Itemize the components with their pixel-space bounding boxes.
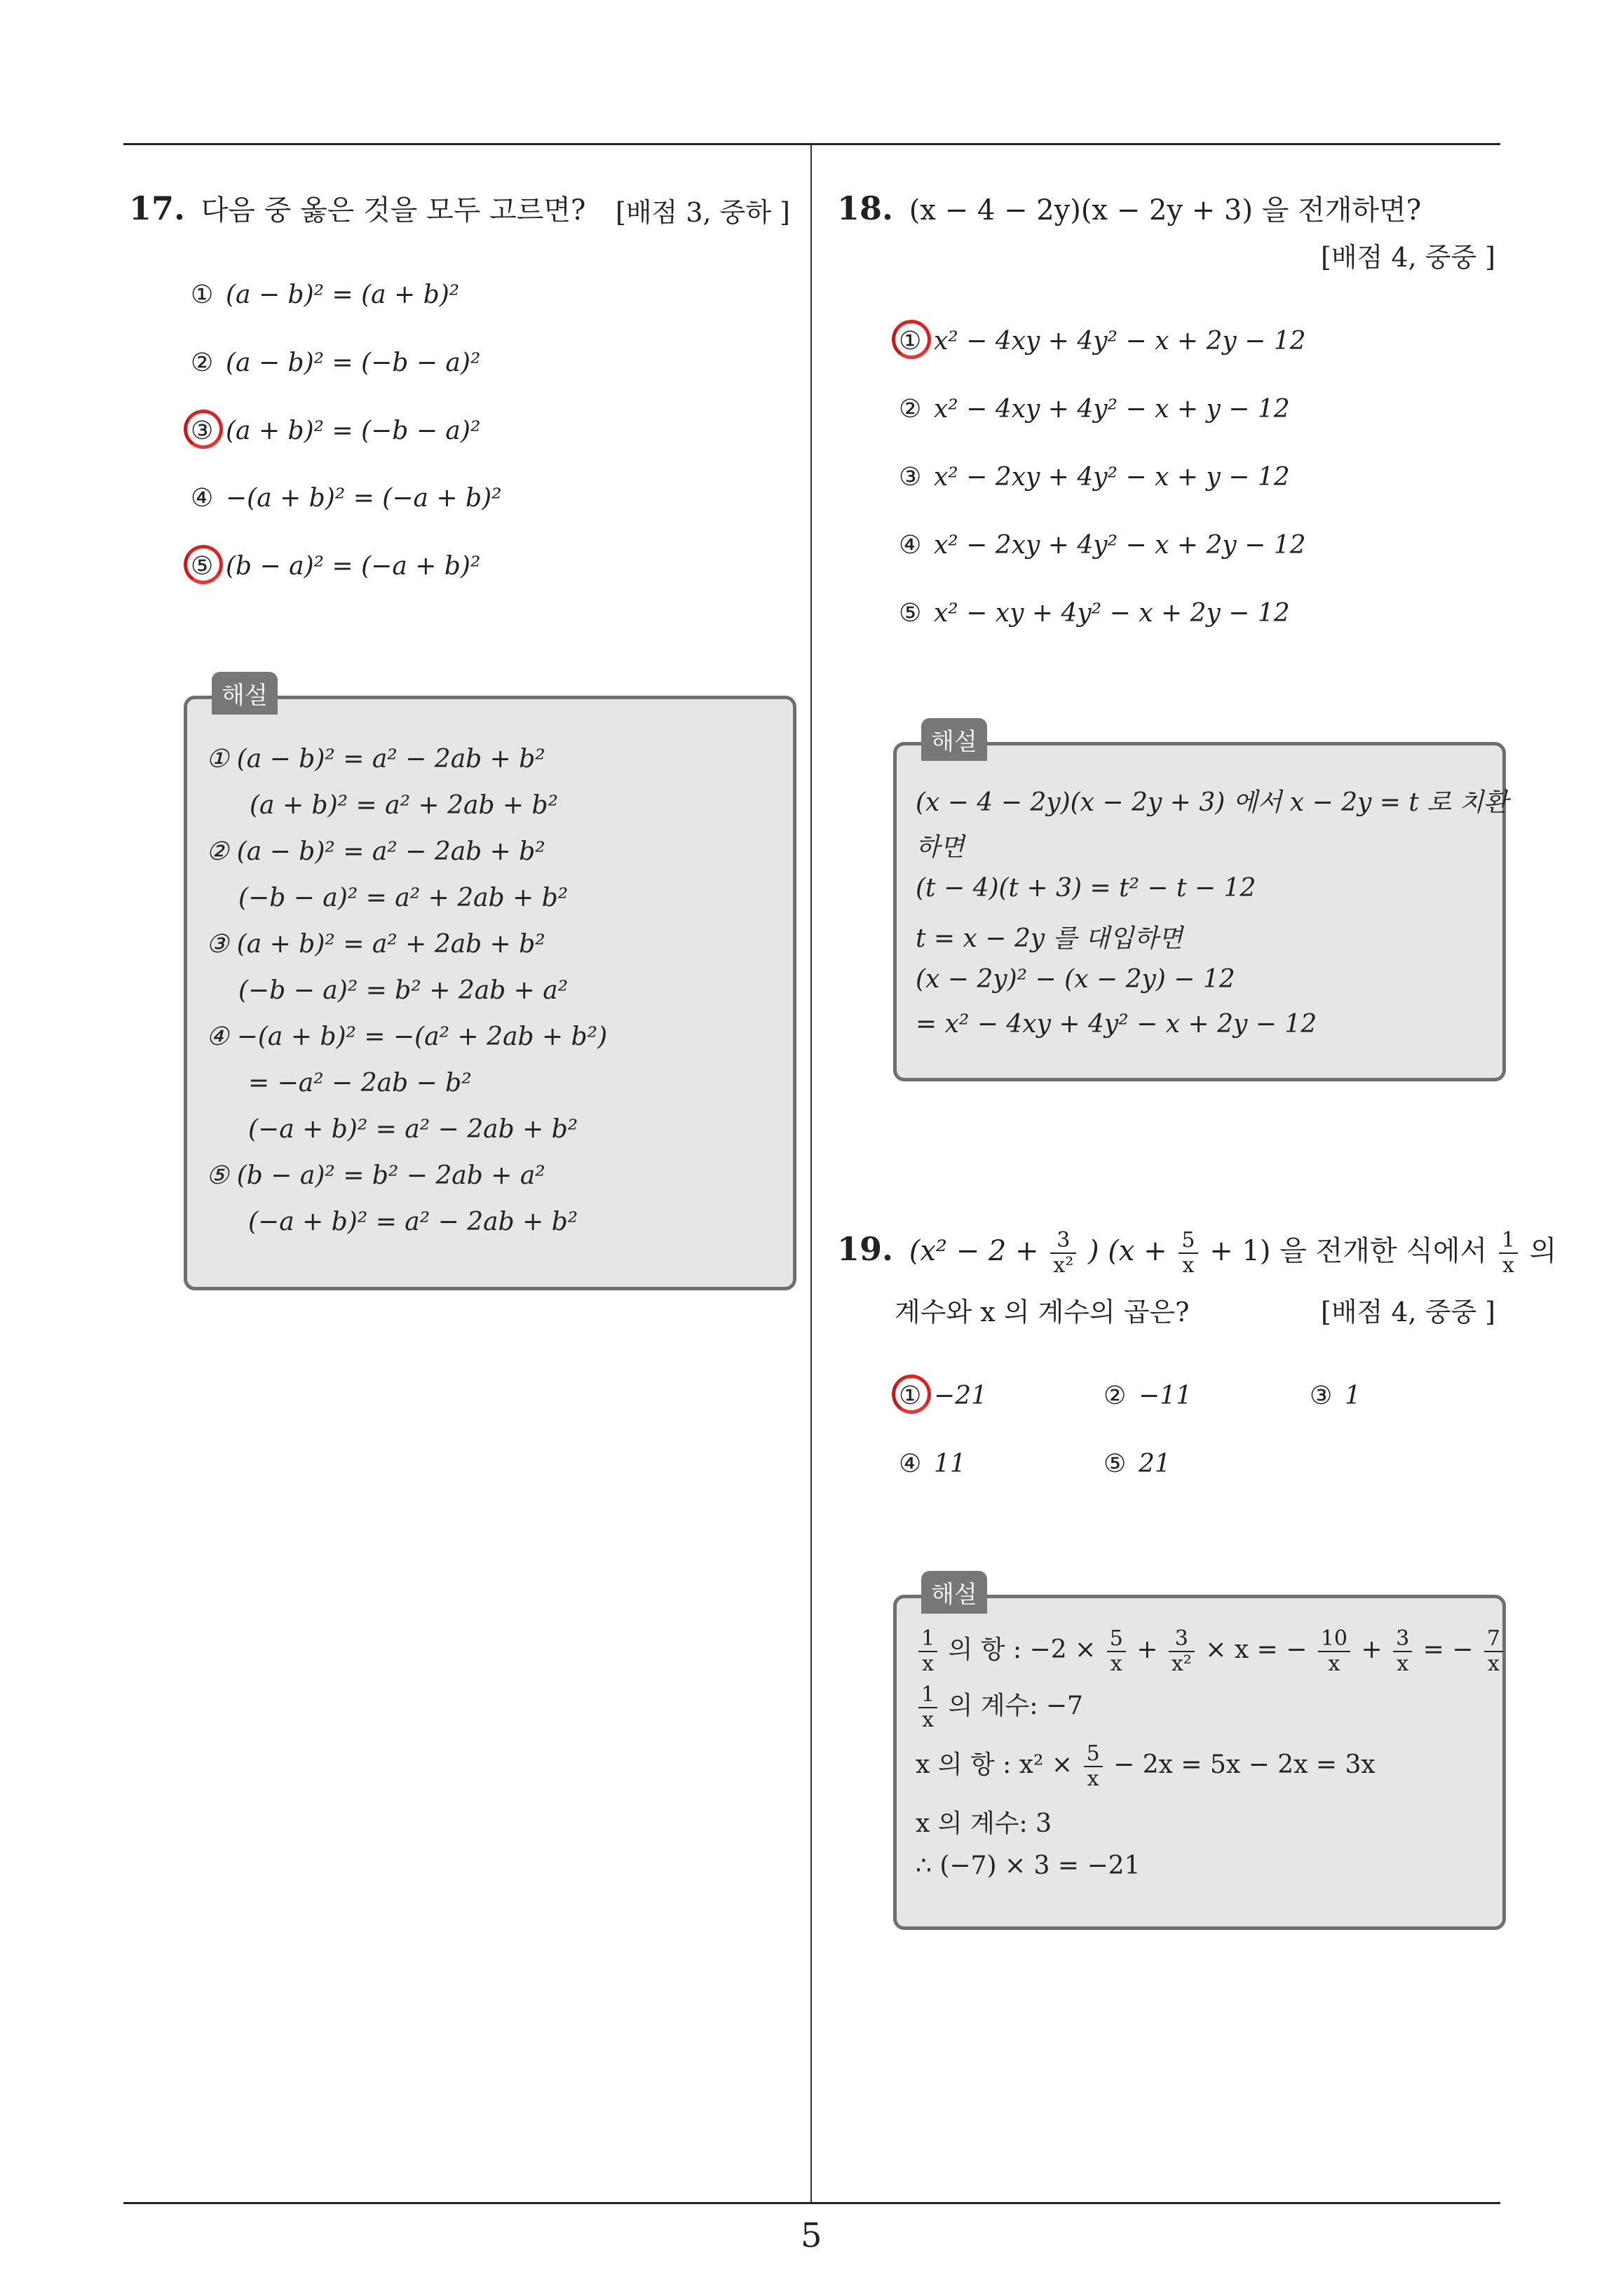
q19-solution-line: $\frac{1}{x}$ 의 계수: −7 (916, 1683, 1083, 1732)
fraction: $\frac{5}{x}$ (1107, 1627, 1126, 1676)
q19-option-1[interactable]: ① −21 (899, 1382, 987, 1410)
column-divider (810, 144, 812, 2202)
q17-prompt: 다음 중 옳은 것을 모두 고르면? (201, 194, 586, 227)
q18-solution-line: t = x − 2y 를 대입하면 (916, 924, 1183, 953)
q17-header (129, 187, 585, 232)
q19-prompt-line2: 계수와 x 의 계수의 곱은? (895, 1297, 1190, 1328)
q17-number: 17. (129, 189, 186, 227)
fraction: $\frac{3}{\text{x²}}$ (1050, 1229, 1076, 1278)
fraction: $\frac{1}{x}$ (918, 1627, 937, 1676)
q18-prompt: (x − 4 − 2y)(x − 2y + 3) 을 전개하면? (909, 194, 1422, 227)
q19-option-5[interactable]: ⑤ 21 (1103, 1450, 1171, 1478)
q18-option-1[interactable]: ① x² − 4xy + 4y² − x + 2y − 12 (899, 327, 1306, 356)
q18-option-2[interactable]: ② x² − 4xy + 4y² − x + y − 12 (899, 395, 1290, 424)
q19-solution-line: x 의 항 : x² × $\frac{5}{x}$ − 2x = 5x − 2x = 3x (916, 1741, 1376, 1791)
q19-solution-line: $\frac{1}{x}$ 의 항 : −2 × $\frac{5}{x}$ + $\frac{3}{\text{x²}}$ × x = − $\frac{10}{x}$ + $\frac{3}{x}$ = − $\frac{7}{x}$ (916, 1627, 1506, 1676)
q19-solution-tag: 해설 (921, 1571, 987, 1614)
fraction: $\frac{7}{x}$ (1484, 1627, 1503, 1676)
q18-solution-line: (t − 4)(t + 3) = t² − t − 12 (916, 874, 1256, 903)
fraction: $\frac{5}{x}$ (1084, 1742, 1103, 1791)
q19-header: 19. (x² − 2 + $\frac{3}{\text{x²}}$ ) (x + $\frac{5}{x}$ + 1) 을 전개한 식에서 $\frac{1}{x}$ 의 (837, 1228, 1557, 1278)
q18-score: [배점 4, 중중 ] (1321, 242, 1495, 273)
q19-score: [배점 4, 중중 ] (1321, 1297, 1495, 1328)
fraction: $\frac{5}{x}$ (1179, 1229, 1197, 1278)
q18-option-5[interactable]: ⑤ x² − xy + 4y² − x + 2y − 12 (899, 599, 1290, 628)
q19-number: 19. (837, 1230, 894, 1268)
q17-solution-line: (−a + b)² = a² − 2ab + b² (248, 1115, 578, 1144)
fraction: $\frac{10}{x}$ (1318, 1627, 1350, 1676)
q19-option-2[interactable]: ② −11 (1103, 1382, 1192, 1410)
q18-solution-line: = x² − 4xy + 4y² − x + 2y − 12 (916, 1010, 1317, 1039)
q17-solution-line: ⑤ (b − a)² = b² − 2ab + a² (206, 1161, 545, 1190)
q17-solution-line: ② (a − b)² = a² − 2ab + b² (206, 837, 545, 866)
q19-solution-line: x 의 계수: 3 (916, 1809, 1052, 1838)
q17-score: [배점 3, 중하 ] (616, 197, 790, 228)
q18-solution-line: (x − 4 − 2y)(x − 2y + 3) 에서 x − 2y = t 로 치환 (916, 788, 1509, 817)
q17-option-2[interactable]: ② (a − b)² = (−b − a)² (191, 349, 481, 377)
q18-solution-tag: 해설 (921, 718, 987, 761)
q18-solution-line: 하면 (916, 833, 965, 862)
q17-solution-line: (−b − a)² = b² + 2ab + a² (238, 976, 569, 1005)
q17-option-5[interactable]: ⑤ (b − a)² = (−a + b)² (191, 552, 481, 581)
q17-solution-line: ④ −(a + b)² = −(a² + 2ab + b²) (206, 1022, 608, 1051)
q17-solution-line: (a + b)² = a² + 2ab + b² (250, 791, 559, 820)
q18-option-4[interactable]: ④ x² − 2xy + 4y² − x + 2y − 12 (899, 531, 1306, 560)
q17-solution-line: = −a² − 2ab − b² (248, 1069, 472, 1098)
top-rule (123, 143, 1500, 145)
q18-number: 18. (837, 189, 894, 227)
q17-solution-tag: 해설 (212, 672, 278, 715)
q19-option-3[interactable]: ③ 1 (1310, 1382, 1361, 1410)
q18-option-3[interactable]: ③ x² − 2xy + 4y² − x + y − 12 (899, 463, 1290, 492)
fraction: $\frac{1}{x}$ (1499, 1229, 1518, 1278)
fraction: $\frac{3}{x}$ (1393, 1627, 1412, 1676)
q17-solution-line: ③ (a + b)² = a² + 2ab + b² (206, 930, 545, 959)
q17-option-4[interactable]: ④ −(a + b)² = (−a + b)² (191, 484, 502, 513)
q18-header (837, 187, 1421, 232)
fraction: $\frac{3}{\text{x²}}$ (1169, 1627, 1195, 1676)
q17-solution-line: (−a + b)² = a² − 2ab + b² (248, 1208, 578, 1236)
q17-option-3[interactable]: ③ (a + b)² = (−b − a)² (191, 417, 481, 445)
page-number: 5 (801, 2216, 822, 2255)
q17-option-1[interactable]: ① (a − b)² = (a + b)² (191, 281, 460, 309)
bottom-rule (123, 2202, 1500, 2204)
q18-solution-line: (x − 2y)² − (x − 2y) − 12 (916, 965, 1235, 994)
q17-solution-line: ① (a − b)² = a² − 2ab + b² (206, 745, 545, 774)
q19-solution-line: ∴ (−7) × 3 = −21 (916, 1851, 1141, 1880)
q17-solution-line: (−b − a)² = a² + 2ab + b² (238, 884, 569, 912)
fraction: $\frac{1}{x}$ (918, 1683, 937, 1732)
q19-option-4[interactable]: ④ 11 (899, 1450, 966, 1478)
